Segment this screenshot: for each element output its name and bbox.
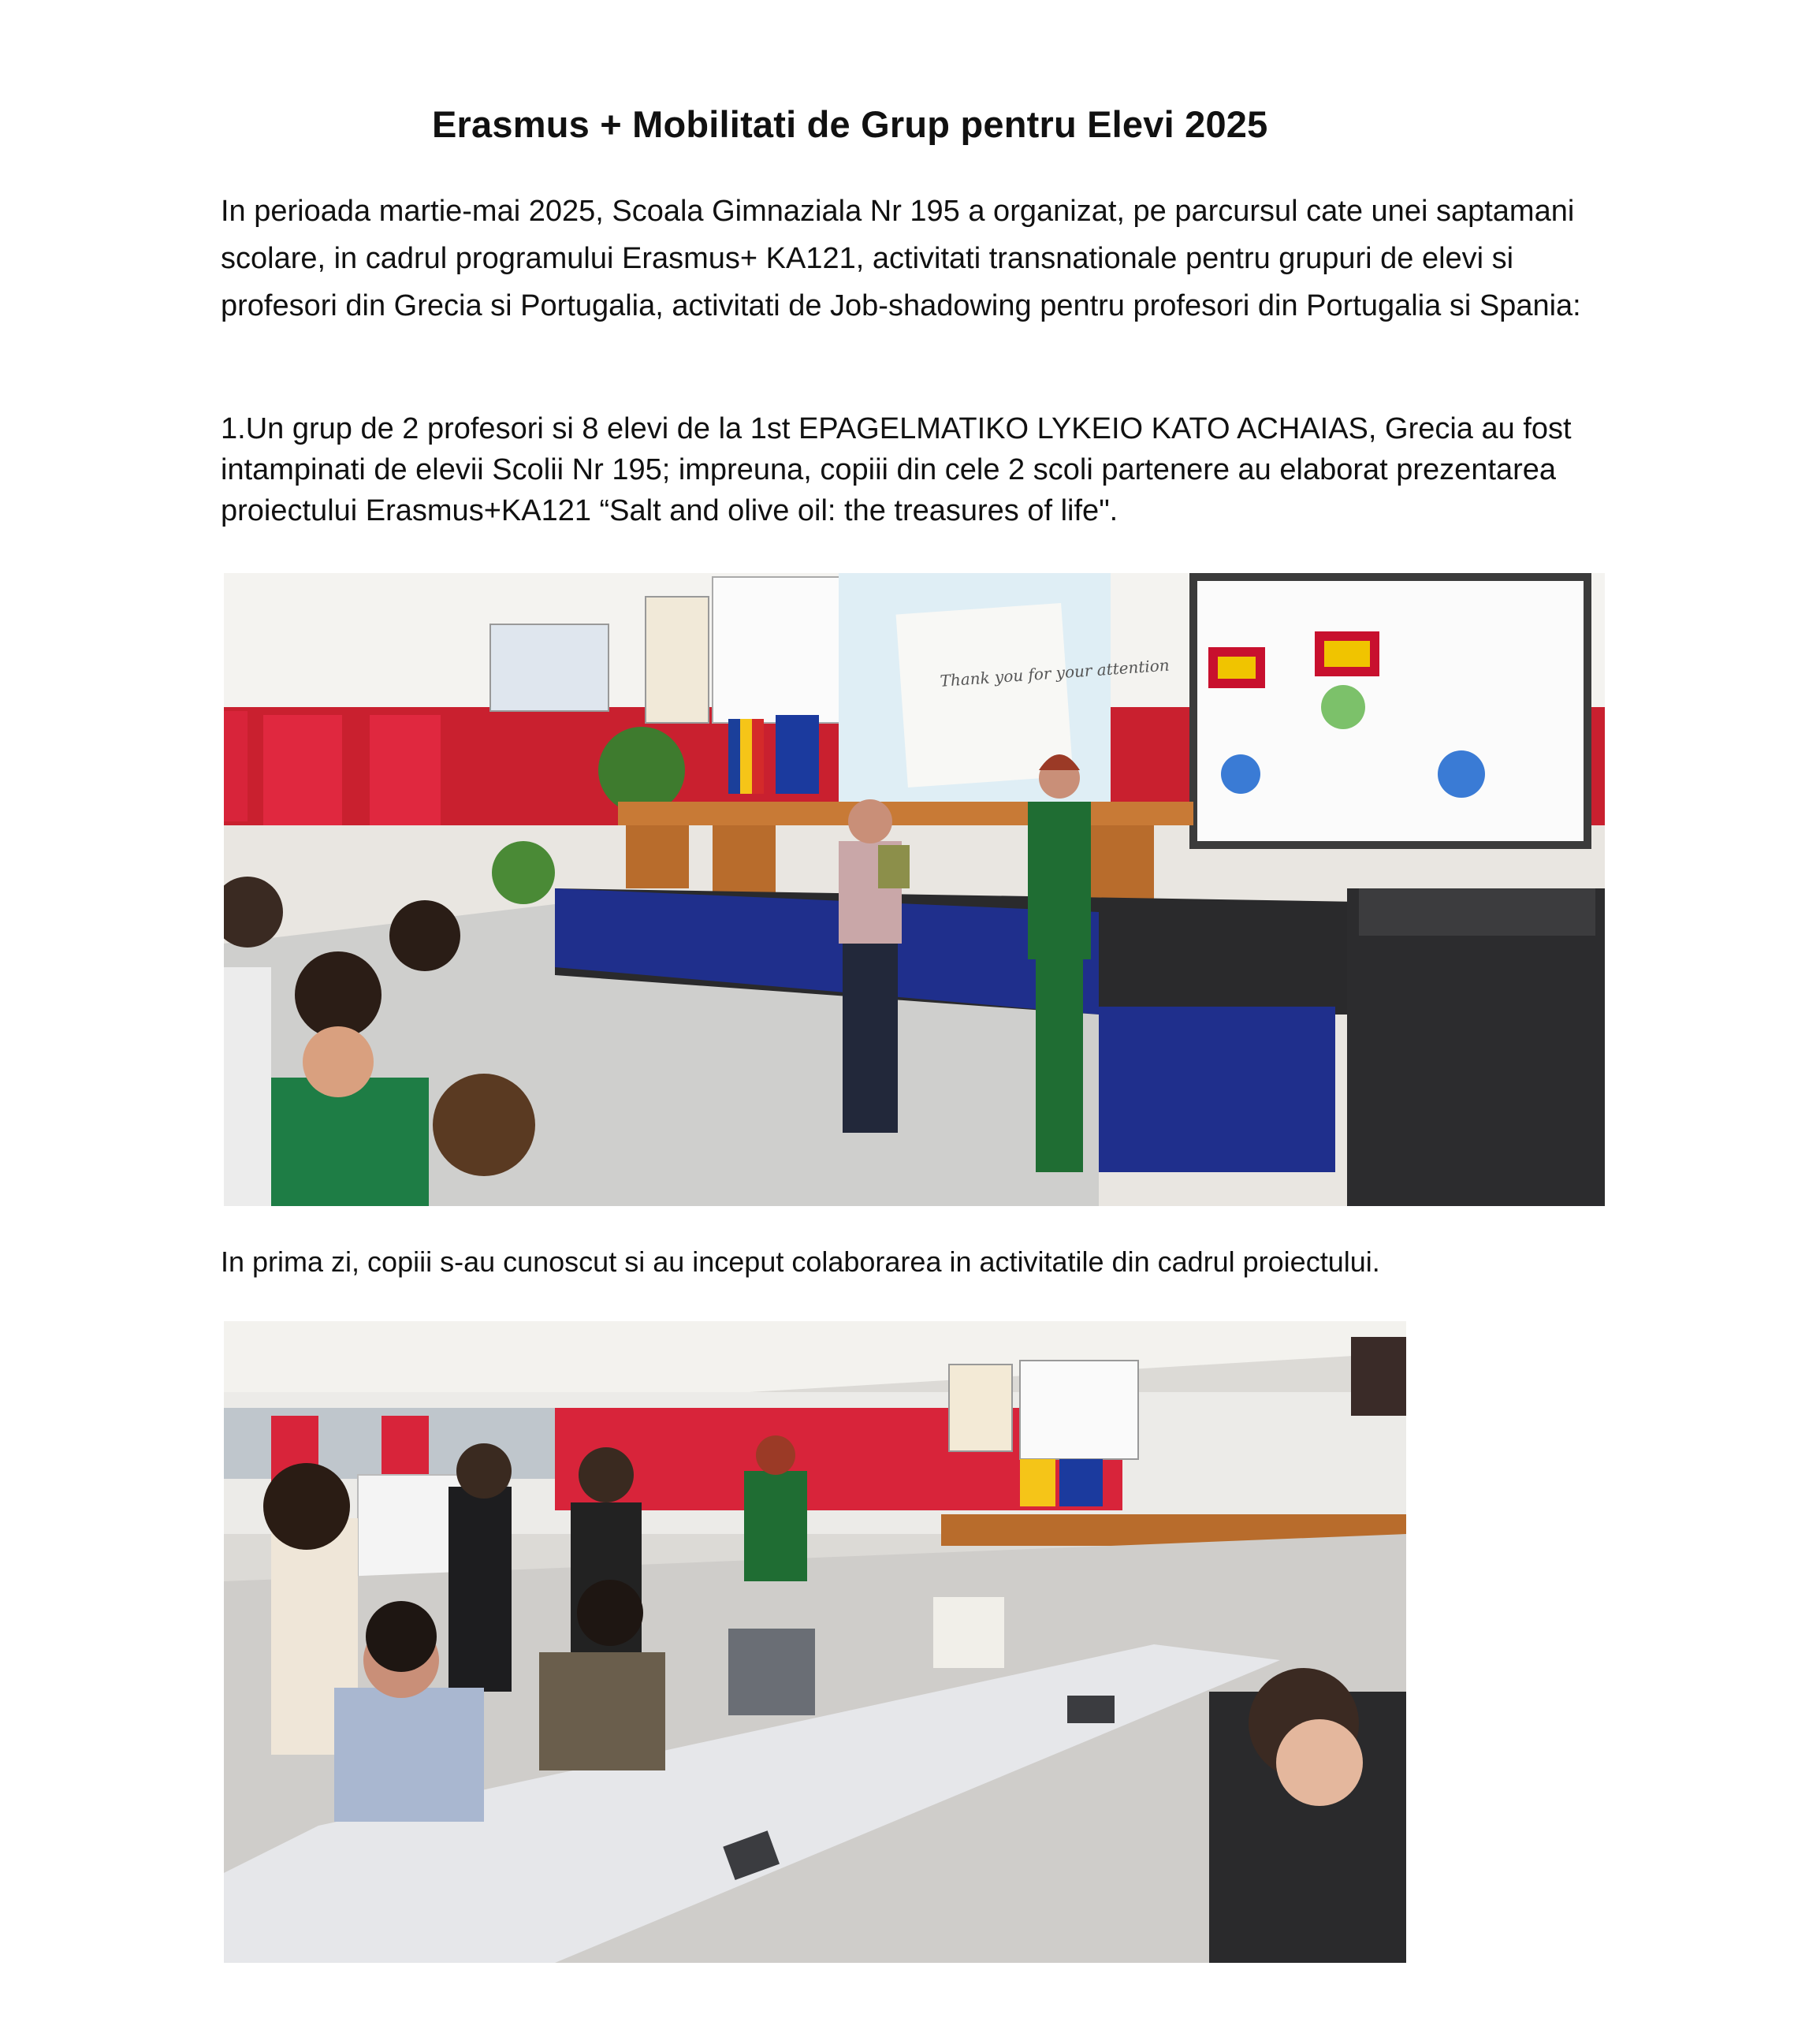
greece-group-paragraph: 1.Un grup de 2 profesori si 8 elevi de la 1st EPAGELMATIKO LYKEIO KATO ACHAIAS, Grecia au fost intampinati de elevii Scolii Nr 195; impreuna, copiii din cele 2 scoli partenere au elaborat prezentarea proiectului Erasmus+KA121 “Salt and olive oil: the treasures of life". <box>221 412 1572 527</box>
person-woman <box>1028 802 1091 959</box>
photo-presentation <box>224 573 1605 1206</box>
photocopier <box>1347 888 1605 1206</box>
first-day-caption: In prima zi, copiii s-au cunoscut si au inceput colaborarea in activitatile din cadrul proiectului. <box>221 1245 1380 1278</box>
student-hoodie <box>334 1688 484 1822</box>
projection-screen-text: Thank you for your attention <box>939 655 1171 691</box>
photo-students-image <box>224 1321 1406 1963</box>
photo-presentation-image <box>224 573 1605 1206</box>
photo-students-collaborating <box>224 1321 1406 1963</box>
intro-paragraph: In perioada martie-mai 2025, Scoala Gimnaziala Nr 195 a organizat, pe parcursul cate unei saptamani scolare, in cadrul programului Erasmus+ KA121, activitati transnationale pentru grupuri de elevi si profesori din Grecia si Portugalia, activitati de Job-shadowing pentru profesori din Portugalia si Spania: <box>221 195 1581 322</box>
document-title: Erasmus + Mobilitati de Grup pentru Elevi 2025 <box>432 103 1268 145</box>
